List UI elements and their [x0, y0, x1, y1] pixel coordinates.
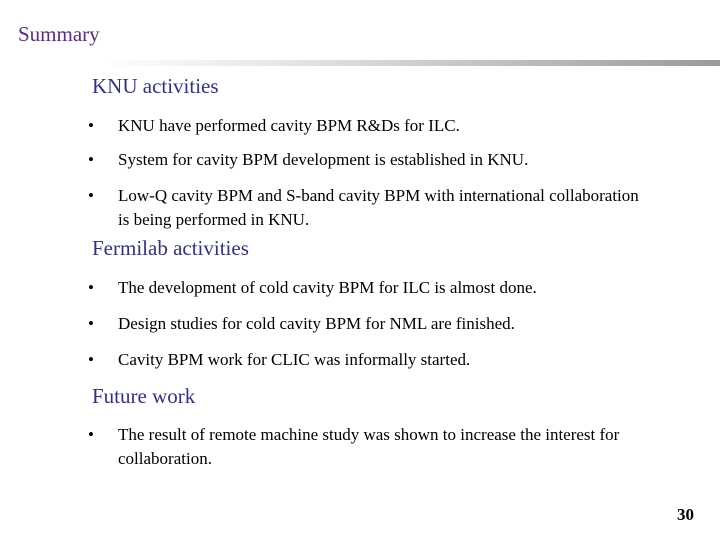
page-number: 30	[677, 505, 694, 524]
bullet-item	[88, 148, 688, 172]
bullet-dot: •	[88, 314, 94, 333]
section-heading-fermilab: Fermilab activities	[92, 236, 249, 260]
bullet-dot: •	[88, 278, 94, 297]
bullet-text: KNU have performed cavity BPM R&Ds for ILC.	[118, 116, 460, 135]
bullet-item	[88, 184, 648, 232]
bullet-text: Design studies for cold cavity BPM for NML are finished.	[118, 314, 515, 333]
bullet-dot: •	[88, 350, 94, 369]
bullet-text: The result of remote machine study was shown to increase the interest for collaboration.	[118, 425, 620, 468]
bullet-dot: •	[88, 150, 94, 169]
bullet-item	[88, 114, 688, 138]
section-heading-future: Future work	[92, 384, 196, 408]
slide-title: Summary	[18, 22, 100, 46]
bullet-dot: •	[88, 116, 94, 135]
bullet-text: System for cavity BPM development is established in KNU.	[118, 150, 529, 169]
title-divider	[96, 60, 720, 66]
bullet-item	[88, 423, 698, 471]
bullet-item	[88, 312, 688, 336]
section-heading-knu: KNU activities	[92, 74, 219, 98]
bullet-text: Cavity BPM work for CLIC was informally started.	[118, 350, 471, 369]
bullet-dot: •	[88, 186, 94, 205]
bullet-text: The development of cold cavity BPM for ILC is almost done.	[118, 278, 537, 297]
bullet-item	[88, 276, 688, 300]
bullet-text: Low-Q cavity BPM and S-band cavity BPM with international collaboration is being performed in KNU.	[118, 186, 639, 229]
bullet-dot: •	[88, 425, 94, 444]
bullet-item	[88, 348, 688, 372]
